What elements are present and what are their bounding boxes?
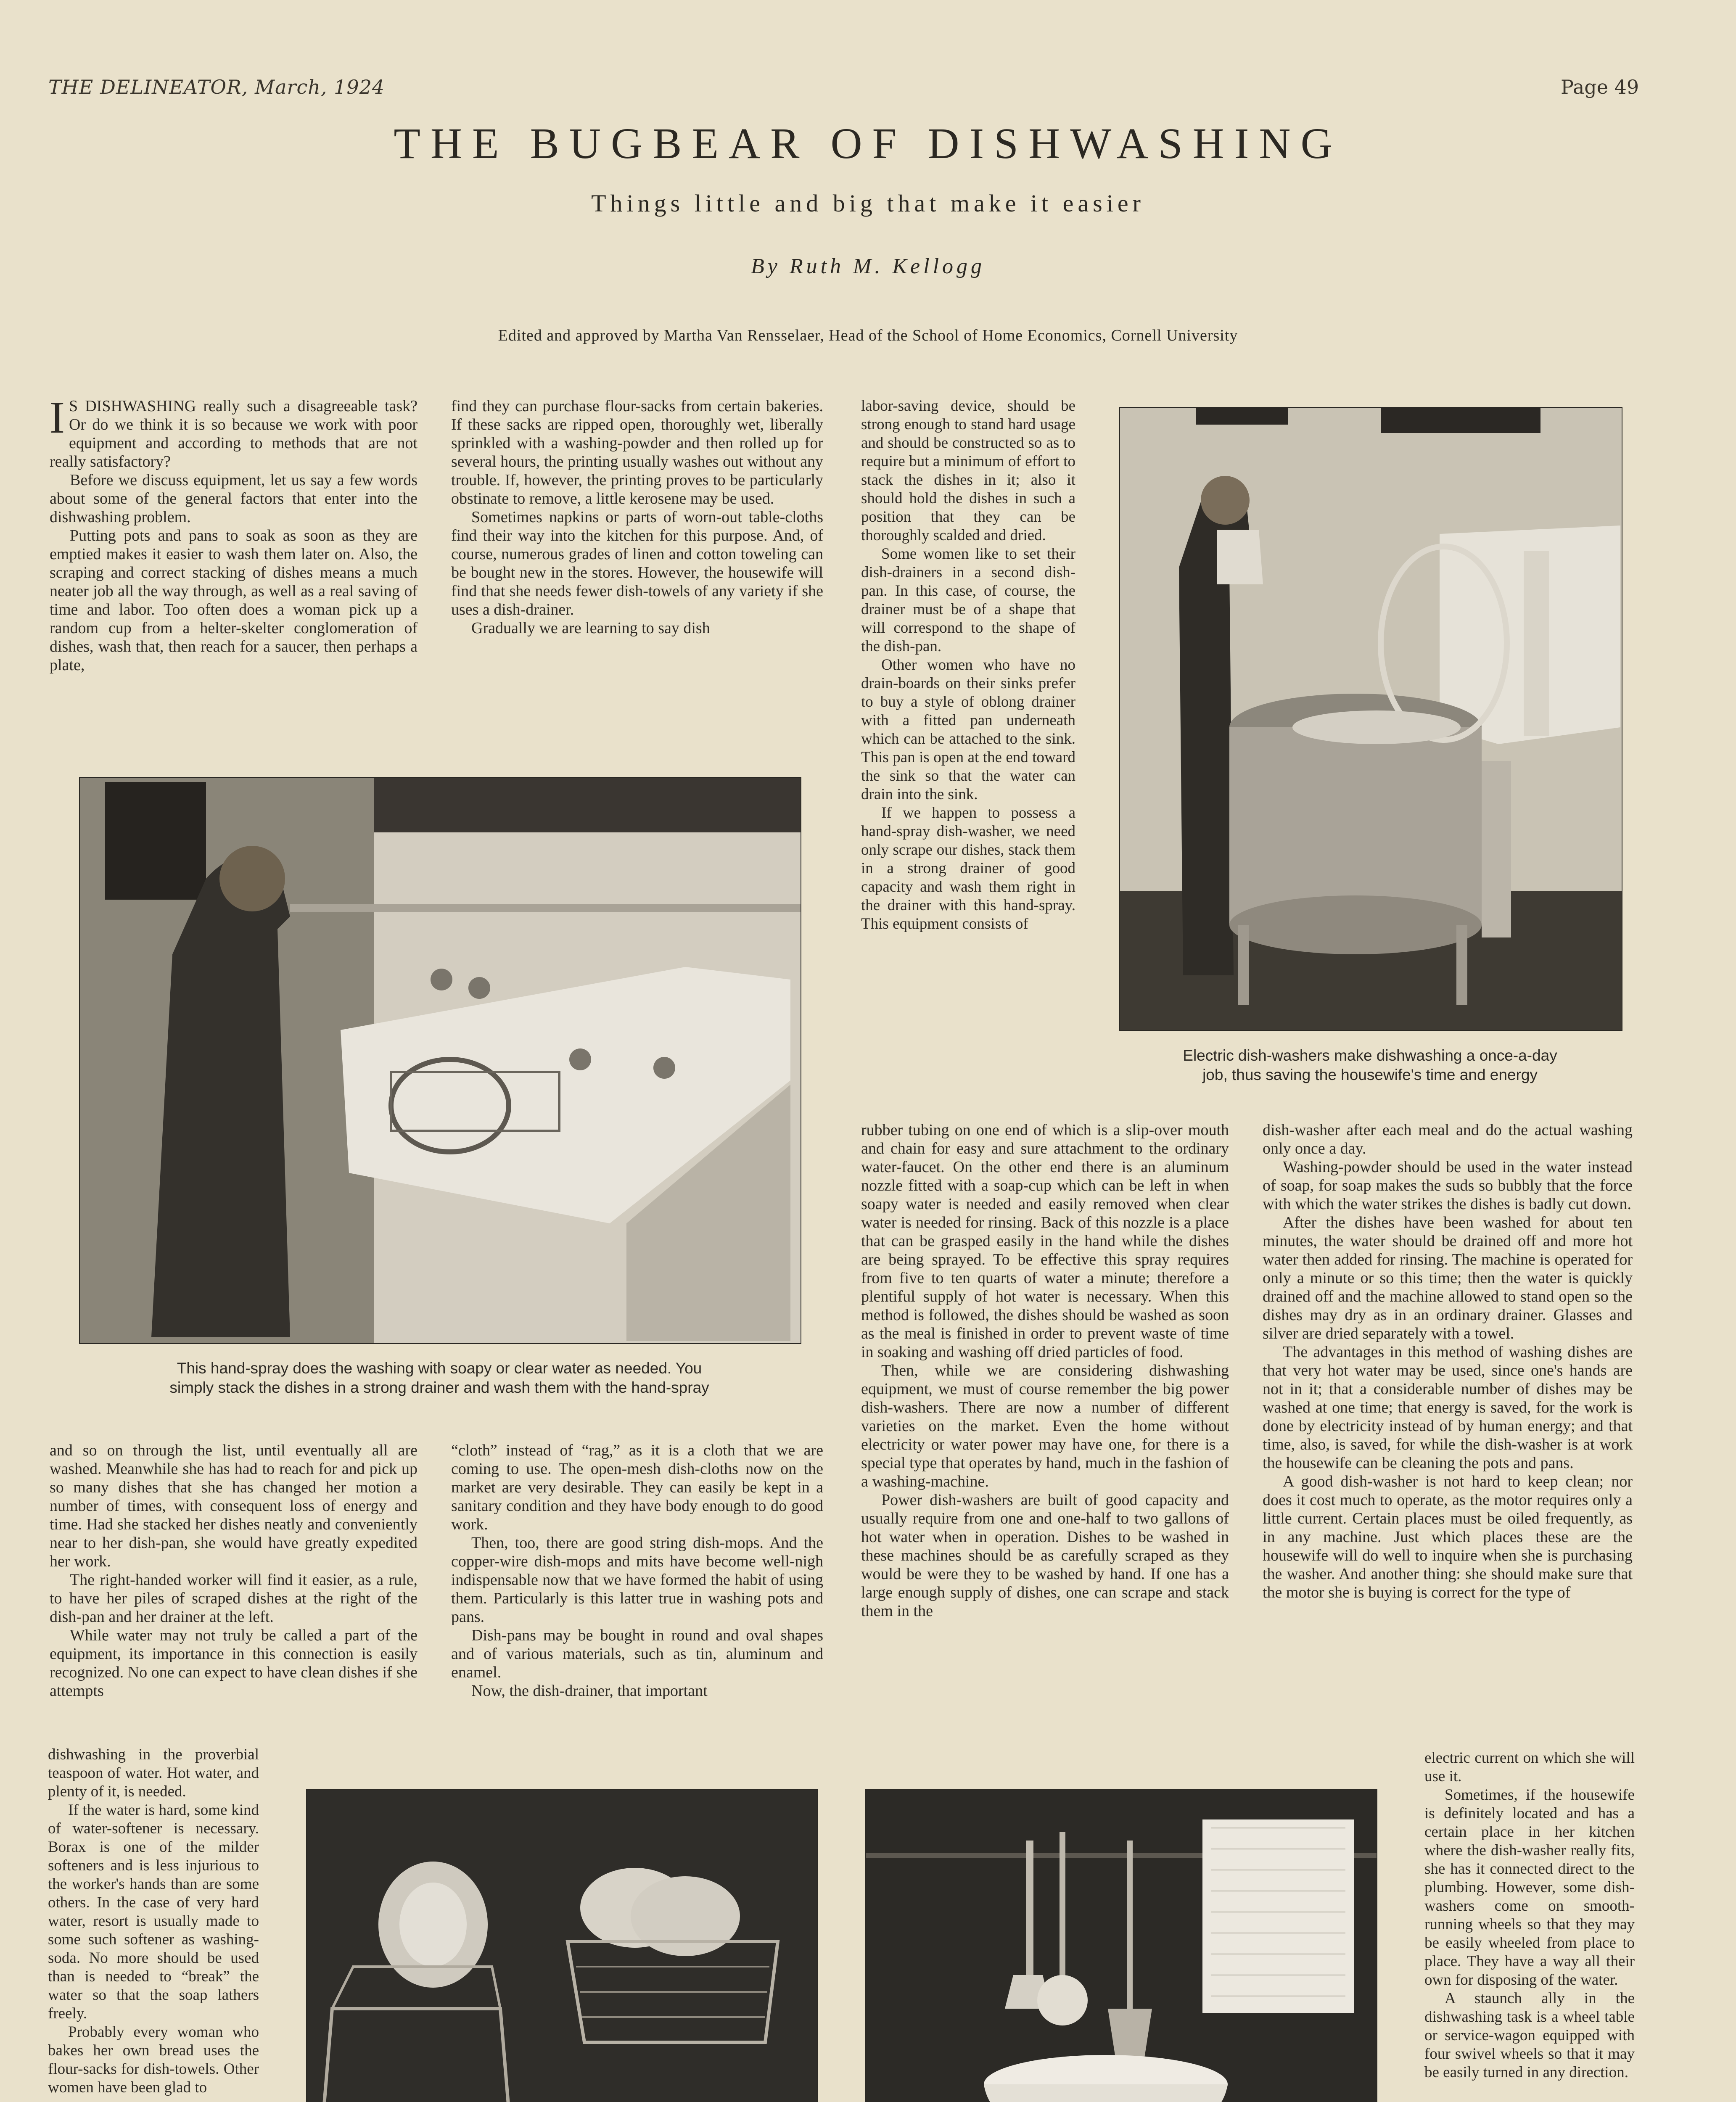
paragraph: dish-washer after each meal and do the actual washing only once a day. xyxy=(1263,1121,1633,1157)
paragraph: If we happen to possess a hand-spray dish-washer, we need only scrape our dishes, stack them in a strong drainer of good capacity and wash them right in the drainer with this hand-spray. This equipment consists of xyxy=(861,804,1075,932)
paragraph: Now, the dish-drainer, that important xyxy=(471,1682,708,1700)
paragraph: Gradually we are learning to say dish xyxy=(471,619,710,637)
column-2-top xyxy=(451,397,823,637)
drop-cap: I xyxy=(50,393,65,443)
paragraph: A staunch ally in the dishwashing task is a wheel table or service-wagon equipped with four swivel wheels so that it may be easily turned in any direction. xyxy=(1424,1990,1635,2081)
paragraph: Before we discuss equipment, let us say a few words about some of the general factors that enter into the dishwashing problem. xyxy=(50,471,417,526)
paragraph: After the dishes have been washed for about ten minutes, the water should be drained off and more hot water then added for rinsing. The machine is operated for only a minute or so this time; then the water is quickly drained off and the machine allowed to stand open so the dishes may dry as in an ordinary drainer. Glasses and silver are dried separately with a towel. xyxy=(1263,1214,1633,1342)
hand-spray-photo xyxy=(79,777,801,1344)
column-1-top xyxy=(50,393,417,674)
paragraph: Other women who have no drain-boards on their sinks prefer to buy a style of oblong drainer with a fitted pan underneath which can be attached to the sink. This pan is open at the end toward the sink so that the water can drain into the sink. xyxy=(861,656,1075,803)
paragraph: electric current on which she will use it. xyxy=(1424,1749,1635,1785)
column-1-narrow-bottom xyxy=(48,1746,259,2097)
paragraph: Putting pots and pans to soak as soon as they are emptied makes it easier to wash them later on. Also, the scraping and correct stacking of dishes means a much neater job all the way through, as well as a real saving of time and labor. Too often does a woman pick up a random cup from a helter-skelter conglomeration of dishes, wash that, then reach for a saucer, then perhaps a plate, xyxy=(50,527,417,674)
paragraph: Dish-pans may be bought in round and oval shapes and of various materials, such as tin, aluminum and enamel. xyxy=(451,1627,823,1681)
paragraph: Washing-powder should be used in the water instead of soap, for soap makes the suds so bubbly that the force with which the water strikes the dishes is badly cut down. xyxy=(1263,1158,1633,1213)
paragraph: The advantages in this method of washing dishes are that very hot water may be used, since one's hands are not in it; that a considerable number of dishes may be washed at one time; that energy is saved, for the work is done by electricity instead of by human energy; and that time, also, is saved, for while the dish-washer is at work the housewife can be cleaning the pots and pans. xyxy=(1263,1343,1633,1472)
editor-credit: Edited and approved by Martha Van Rensselaer, Head of the School of Home Economics, Cornell University xyxy=(498,327,1238,344)
dish-drainers-illustration xyxy=(307,1790,817,2102)
electric-dishwasher-illustration xyxy=(1120,408,1622,1030)
caption-electric-dishwasher xyxy=(1119,1046,1621,1085)
paragraph: “cloth” instead of “rag,” as it is a cloth that we are coming to use. The open-mesh dish-cloths now on the market are very desirable. They can easily be kept in a sanitary condition and they have body enough to do good work. xyxy=(451,1442,823,1533)
paragraph: Sometimes napkins or parts of worn-out table-cloths find their way into the kitchen for this purpose. And, of course, numerous grades of linen and cotton toweling can be bought new in the stores. However, the housewife will find that she needs fewer dish-towels of any variety if she uses a dish-drainer. xyxy=(451,508,823,618)
paragraph: rubber tubing on one end of which is a slip-over mouth and chain for easy and sure attachment to the ordinary water-faucet. On the other end there is an aluminum nozzle fitted with a soap-cup which can be left in when soapy water is needed and easily removed when clear water is needed for rinsing. Back of this nozzle is a place that can be grasped easily in the hand while the dishes are being sprayed. To be effective this spray requires from five to ten quarts of water a minute; therefore a plentiful supply of hot water is necessary. When this method is followed, the dishes should be washed as soon as the meal is finished in order to prevent waste of time in soaking and washing off dried particles of food. xyxy=(861,1121,1229,1361)
dishwashing-outfit-illustration xyxy=(866,1790,1377,2102)
paragraph: dishwashing in the proverbial teaspoon of water. Hot water, and plenty of it, is needed. xyxy=(48,1746,259,1800)
column-3-narrow xyxy=(861,397,1075,933)
paragraph: Then, too, there are good string dish-mops. And the copper-wire dish-mops and mits have become well-nigh indispensable now that we have formed the habit of using them. Particularly is this latter true in washing pots and pans. xyxy=(451,1534,823,1626)
paragraph-text: S DISHWASHING really such a disagreeable task? Or do we think it is so because we work with poor equipment and according to methods that are not really satisfactory? xyxy=(50,397,417,470)
paragraph: Probably every woman who bakes her own bread uses the flour-sacks for dish-towels. Other women have been glad to xyxy=(48,2023,259,2096)
paragraph: Sometimes, if the housewife is definitely located and has a certain place in her kitchen where the dish-washer really fits, she has it connected direct to the plumbing. However, some dish-washers come on smooth-running wheels so that they may be easily wheeled from place to place. They have a way all their own for disposing of the water. xyxy=(1424,1786,1635,1988)
paragraph: The right-handed worker will find it easier, as a rule, to have her piles of scraped dishes at the right of the dish-pan and her drainer at the left. xyxy=(50,1571,417,1626)
article-title: THE BUGBEAR OF DISHWASHING xyxy=(394,119,1342,168)
caption-line: job, thus saving the housewife's time and energy xyxy=(1202,1066,1538,1083)
electric-dishwasher-photo xyxy=(1119,407,1622,1031)
column-2-lower xyxy=(451,1441,823,1700)
paragraph: Power dish-washers are built of good capacity and usually require from one and one-half to two gallons of hot water when in operation. Dishes to be washed in these machines should be as carefully scraped as they would be were they to be washed by hand. If one has a large enough supply of dishes, one can scrape and stack them in the xyxy=(861,1491,1229,1620)
paragraph: labor-saving device, should be strong enough to stand hard usage and should be constructed so as to require but a minimum of effort to stack the dishes in it; also it should hold the dishes in such a position that they can be thoroughly scalded and dried. xyxy=(861,397,1075,544)
page-number: Page 49 xyxy=(1561,76,1639,98)
paragraph: Then, while we are considering dishwashing equipment, we must of course remember the big power dish-washers. There are now a number of different varieties on the market. Even the home without electricity or water power may have one, for there is a special type that operates by hand, much in the fashion of a washing-machine. xyxy=(861,1362,1229,1490)
paragraph xyxy=(50,393,417,471)
column-1-lower xyxy=(50,1441,417,1700)
column-4-middle xyxy=(1263,1121,1633,1602)
dish-drainers-photo xyxy=(306,1789,818,2102)
hand-spray-illustration xyxy=(80,778,801,1343)
caption-line: simply stack the dishes in a strong drainer and wash them with the hand-spray xyxy=(169,1379,709,1396)
article-byline: By Ruth M. Kellogg xyxy=(750,254,986,278)
paragraph: find they can purchase flour-sacks from certain bakeries. If these sacks are ripped open, thoroughly wet, liberally sprinkled with a washing-powder and then rolled up for several hours, the printing usually washes out without any trouble. If, however, the printing proves to be particularly obstinate to remove, a little kerosene may be used. xyxy=(451,397,823,507)
article-subtitle: Things little and big that make it easier xyxy=(591,190,1145,217)
dishwashing-outfit-photo xyxy=(865,1789,1377,2102)
paragraph: While water may not truly be called a part of the equipment, its importance in this connection is easily recognized. No one can expect to have clean dishes if she attempts xyxy=(50,1627,417,1700)
paragraph: and so on through the list, until eventually all are washed. Meanwhile she has had to reach for and pick up so many dishes that she has changed her motion a number of times, with consequent loss of energy and time. Had she stacked her dishes neatly and conveniently near to her dish-pan, she would have greatly expedited her work. xyxy=(50,1442,417,1570)
column-4-narrow-bottom xyxy=(1424,1749,1635,2082)
running-head-magazine: THE DELINEATOR, March, 1924 xyxy=(48,76,385,98)
caption-line: Electric dish-washers make dishwashing a once-a-day xyxy=(1183,1047,1557,1064)
paragraph: Some women like to set their dish-drainers in a second dish-pan. In this case, of course, the drainer must be of a shape that will correspond to the shape of the dish-pan. xyxy=(861,545,1075,655)
column-3-middle xyxy=(861,1121,1229,1620)
paragraph: A good dish-washer is not hard to keep clean; nor does it cost much to operate, as the motor requires only a little current. Certain places must be oiled frequently, as in any machine. Just which places these are the housewife will do well to inquire when she is purchasing the washer. And another thing: she should make sure that the motor she is buying is correct for the type of xyxy=(1263,1473,1633,1601)
paragraph: If the water is hard, some kind of water-softener is necessary. Borax is one of the milder softeners and is less injurious to the worker's hands than are some others. In the case of very hard water, resort is usually made to some such softener as washing-soda. No more should be used than is needed to “break” the water so that the soap lathers freely. xyxy=(48,1801,259,2022)
caption-line: This hand-spray does the washing with soapy or clear water as needed. You xyxy=(177,1360,702,1377)
caption-hand-spray xyxy=(79,1359,800,1397)
